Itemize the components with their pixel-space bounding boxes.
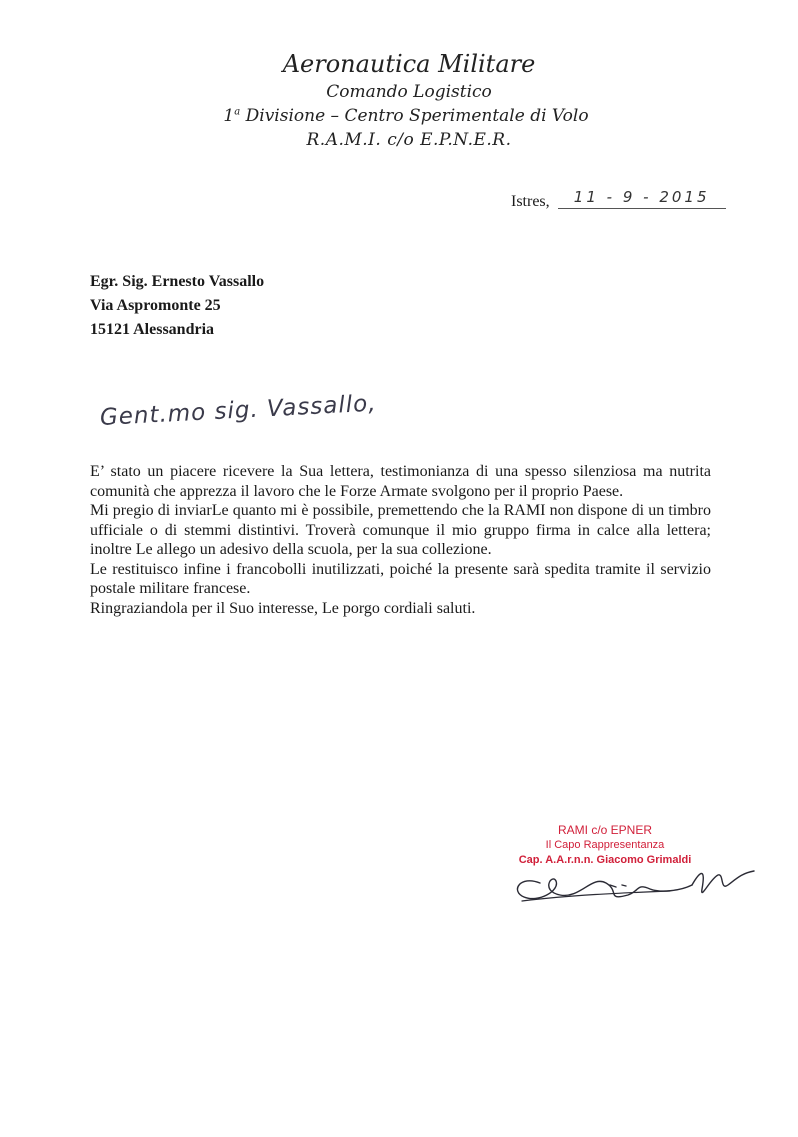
letter-body <box>90 462 711 618</box>
command-name: Comando Logistico <box>326 82 492 102</box>
handwritten-salutation: Gent.mo sig. Vassallo, <box>99 390 378 431</box>
body-paragraph-2: Mi pregio di inviarLe quanto mi è possibile, premettendo che la RAMI non dispone di un timbro ufficiale o di stemmi distintivi. Troverà comunque il mio gruppo firma in calce alla lettera; inoltre Le allego un adesivo della scuola, per la sua collezione. <box>90 502 711 558</box>
body-paragraph-1: E’ stato un piacere ricevere la Sua lettera, testimonianza di una spesso silenziosa ma nutrita comunità che apprezza il lavoro che le Forze Armate svolgono per il proprio Paese. <box>90 463 711 500</box>
dateline <box>511 188 726 213</box>
letterhead <box>0 50 798 150</box>
recipient-name: Egr. Sig. Ernesto Vassallo <box>90 273 265 290</box>
body-paragraph-4: Ringraziandola per il Suo interesse, Le porgo cordiali saluti. <box>90 599 476 617</box>
date-place: Istres, <box>511 193 550 210</box>
organization-name: Aeronautica Militare <box>282 50 536 78</box>
division-rest: Divisione – Centro Sperimentale di Volo <box>240 106 589 126</box>
recipient-city: 15121 Alessandria <box>90 321 215 338</box>
division-name <box>14 106 798 126</box>
handwritten-signature <box>510 861 770 911</box>
unit-name: R.A.M.I. c/o E.P.N.E.R. <box>306 130 512 150</box>
recipient-street: Via Aspromonte 25 <box>90 297 221 314</box>
division-number: 1 <box>223 106 235 126</box>
recipient-address <box>90 270 264 342</box>
date-value: 11 - 9 - 2015 <box>558 188 726 209</box>
stamp-line-role: Il Capo Rappresentanza <box>545 839 665 851</box>
division-superscript: a <box>234 106 241 118</box>
stamp-line-name: Cap. A.A.r.n.n. Giacomo Grimaldi <box>518 854 692 866</box>
body-paragraph-3: Le restituisco infine i francobolli inutilizzati, poiché la presente sarà spedita tramite il servizio postale militare francese. <box>90 560 711 597</box>
signature-block <box>480 823 770 923</box>
stamp-line-unit: RAMI c/o EPNER <box>557 823 653 837</box>
